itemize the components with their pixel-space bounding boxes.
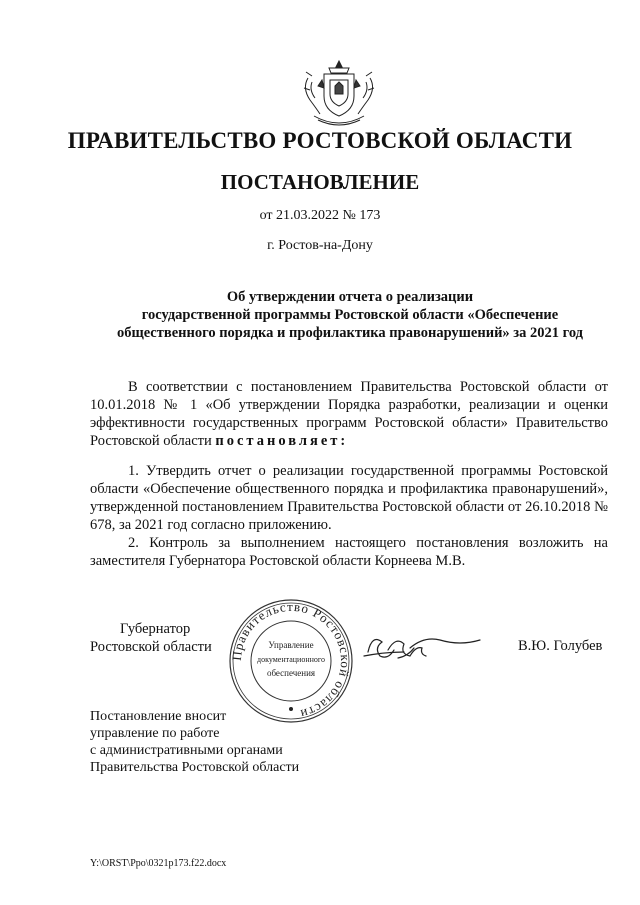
subject-line: Об утверждении отчета о реализации (226, 289, 474, 305)
official-stamp (226, 596, 356, 726)
decree-item-1-text: 1. Утвердить отчет о реализации государственной программы Ростовской области «Обеспечение общественного порядка и профилактика правонарушений», утвержденной постановлением Правительства Ростовской области от 26.10.2018 № 678, за 2021 год согласно приложению. (90, 463, 608, 533)
signatory-title-line: Губернатор (120, 621, 191, 637)
submitted-by-line: с административными органами (90, 743, 283, 758)
coat-of-arms-emblem (296, 58, 382, 132)
submitted-by-line: управление по работе (90, 726, 220, 741)
stamp-inner-line: документационного (257, 655, 325, 664)
subject-line: общественного порядка и профилактика правонарушений» за 2021 год (116, 325, 584, 341)
signatory-title (90, 620, 212, 656)
subject-line: государственной программы Ростовской области «Обеспечение (141, 307, 559, 323)
handwritten-signature (358, 622, 488, 672)
intro-paragraph (90, 378, 608, 450)
document-place: г. Ростов-на-Дону (267, 238, 373, 253)
submitted-by-note (90, 708, 299, 776)
decree-item-1 (90, 462, 608, 534)
stamp-inner-line: Управление (268, 640, 314, 650)
signatory-title-line: Ростовской области (90, 639, 212, 655)
file-path: Y:\ORST\Ppo\0321p173.f22.docx (90, 858, 227, 869)
intro-text: В соответствии с постановлением Правительства Ростовской области от 10.01.2018 № 1 «Об утверждении Порядка разработки, реализации и оценки эффективности государственных программ Ростовской области» Правительство Ростовской области (90, 379, 608, 449)
document-subject (100, 288, 600, 342)
stamp-inner-line: обеспечения (266, 668, 316, 678)
government-title: ПРАВИТЕЛЬСТВО РОСТОВСКОЙ ОБЛАСТИ (67, 128, 573, 153)
decree-item-2 (90, 534, 608, 570)
decree-item-2-text: 2. Контроль за выполнением настоящего постановления возложить на заместителя Губернатора Ростовской области Корнеева М.В. (90, 535, 608, 569)
signer-name: В.Ю. Голубев (518, 638, 603, 654)
submitted-by-line: Постановление вносит (90, 709, 227, 724)
document-kind-title: ПОСТАНОВЛЕНИЕ (220, 170, 420, 194)
stamp-outer-text: Правительство Ростовской области (228, 598, 354, 723)
submitted-by-line: Правительства Ростовской области (90, 760, 300, 775)
decree-word: постановляет: (215, 433, 349, 449)
document-date-number: от 21.03.2022 № 173 (259, 208, 381, 223)
